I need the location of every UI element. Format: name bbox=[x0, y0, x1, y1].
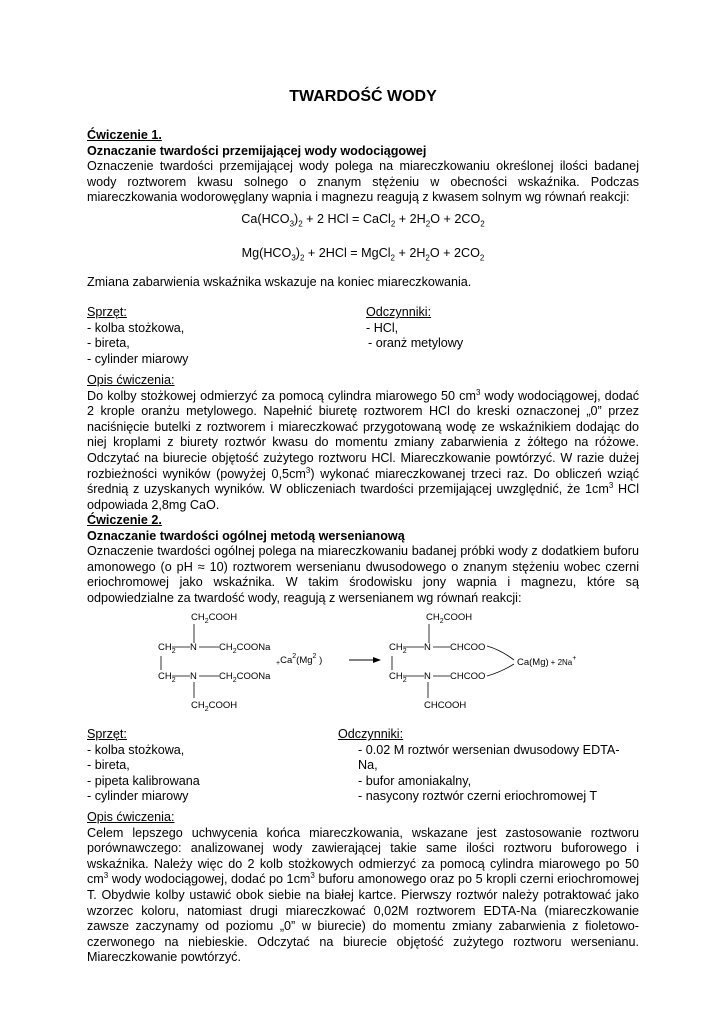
eq-sub: 2 bbox=[425, 219, 431, 229]
n-label: N bbox=[190, 671, 197, 682]
endpoint-note: Zmiana zabarwienia wskaźnika wskazuje na koniec miareczkowania. bbox=[87, 275, 472, 289]
product-label: Ca(Mg) + 2Na+ bbox=[517, 655, 577, 668]
exercise-1-section bbox=[87, 128, 639, 206]
n-label: N bbox=[424, 642, 431, 653]
equipment-item: - cylinder miarowy bbox=[87, 789, 189, 804]
exercise-2-procedure bbox=[87, 810, 639, 966]
procedure-part: ) wykonać miareczkowanej trzeci raz. Do obliczeń wziąć średnią z uzyskanych wyników. W obliczeniach twardości przemijającej uwzględnić, że 1cm bbox=[87, 466, 639, 497]
eq-sub: 2 bbox=[480, 219, 485, 229]
eq-sub: 2 bbox=[479, 253, 485, 263]
exercise-1-intro: Oznaczenie twardości przemijającej wody polega na miareczkowaniu określonej ilości badanej wody roztworem kwasu solnego o znanym stężeniu w obecności wskaźnika. Podczas miareczkowania wodorowęglany wapnia i magnezu reagują z kwasem solnym wg równań reakcji: bbox=[87, 159, 639, 205]
complex-structure bbox=[389, 612, 576, 711]
eq-sub: 2 bbox=[390, 219, 396, 229]
superscript: 3 bbox=[608, 480, 614, 490]
eq-text: ) bbox=[295, 246, 300, 260]
equation-1 bbox=[87, 212, 639, 228]
procedure-part: Celem lepszego uchwycenia końca miareczkowania, wskazane jest zastosowanie roztworu porównawczego: analizowanej wody zawierającej takie same ilości roztworu buforowego i wskaźnika. Należy więc do 2 kolb stożkowych odmierzyć za pomocą cylindra miarowego po 50 cm bbox=[87, 825, 639, 887]
equipment-item: - kolba stożkowa, bbox=[87, 742, 185, 757]
exercise-1-equipment bbox=[87, 305, 357, 367]
edta-structure bbox=[158, 612, 271, 713]
ch2coona-label: $CH_2COONa$ bbox=[219, 671, 271, 684]
eq-sub: 2 bbox=[298, 219, 303, 229]
exercise-1-heading: Ćwiczenie 1. bbox=[87, 128, 162, 142]
eq-text: ) bbox=[294, 212, 299, 226]
ch2coona-label: $CH_2COONa$ bbox=[219, 642, 271, 655]
ch2-label: $CH_2$ bbox=[389, 642, 407, 655]
equipment-item: - pipeta kalibrowana bbox=[87, 773, 200, 788]
chcoo-label: CHCOO bbox=[450, 671, 486, 682]
ch2-label: $CH_2$ bbox=[158, 642, 176, 655]
eq-sub: 2 bbox=[299, 253, 305, 263]
procedure-part: buforu amonowego oraz po 5 kropli czerni eriochromowej T. Obydwie kolby ustawić obok siebie na białej kartce. Pierwszy roztwór należy potraktować jako wzorzec koloru, natomiast drugi miareczkować 0,02M roztworem EDTA-Na (miareczkowanie zawsze zaczynamy od poziomu „0” w biurecie) do momentu zmiany zabarwienia z fioletowo-czerwonego na niebieskie. Odczytać na biurecie objętość zużytego roztworu wersenianu. Miareczkowanie powtórzyć. bbox=[87, 872, 639, 965]
reagent-item: - HCl, bbox=[366, 320, 399, 335]
reaction-arrow bbox=[349, 657, 381, 663]
exercise-1-subtitle: Oznaczanie twardości przemijającej wody wodociągowej bbox=[87, 143, 427, 158]
exercise-2-intro: Oznaczenie twardości ogólnej polega na miareczkowaniu badanej próbki wody z dodatkiem buforu amonowego (o pH ≈ 10) roztworem wersenianu dwusodowego o znanym stężeniu wobec czerni eriochromowej jako wskaźnika. W takim środowisku jony wapnia i magnezu, które są odpowiedzialne za twardość wody, reagują z wersenianem wg równań reakcji: bbox=[87, 544, 639, 605]
exercise-2-equipment bbox=[87, 727, 337, 805]
exercise-2-subtitle: Oznaczanie twardości ogólnej metodą wersenianową bbox=[87, 528, 405, 543]
page-title: TWARDOŚĆ WODY bbox=[289, 88, 437, 105]
equipment-item: - bireta, bbox=[87, 336, 130, 351]
procedure-label: Opis ćwiczenia: bbox=[87, 810, 175, 824]
eq-text: O + 2CO bbox=[430, 212, 481, 226]
equipment-item: - cylinder miarowy bbox=[87, 351, 189, 366]
procedure-part: wody wodociągowej, dodać po 1cm bbox=[108, 872, 311, 887]
reagent-item: - bufor amoniakalny, bbox=[358, 773, 472, 788]
superscript: 3 bbox=[310, 871, 315, 881]
ch2-label: $CH_2$ bbox=[389, 671, 407, 684]
eq-sub: 3 bbox=[291, 253, 296, 263]
superscript: 3 bbox=[103, 871, 109, 881]
equipment-label: Sprzęt: bbox=[87, 305, 127, 319]
eq-text: O + 2CO bbox=[429, 246, 480, 260]
equipment-item: - bireta, bbox=[87, 758, 130, 773]
eq-text: Ca(HCO bbox=[241, 212, 290, 226]
eq-sub: 2 bbox=[390, 253, 395, 263]
eq-text: Mg(HCO bbox=[241, 246, 292, 260]
reagent-item: - oranż metylowy bbox=[368, 336, 464, 351]
ch2cooh-bottom-label: $CH_2COOH$ bbox=[191, 700, 238, 713]
procedure-text bbox=[87, 389, 639, 514]
n-label: N bbox=[190, 642, 197, 653]
procedure-part: HCl odpowiada 2,8mg CaO. bbox=[87, 482, 639, 512]
ch2cooh-top-label: $CH_2COOH$ bbox=[191, 612, 238, 625]
eq-text: + 2H bbox=[394, 246, 426, 260]
exercise-2-section bbox=[87, 513, 639, 607]
eq-sub: 2 bbox=[425, 253, 430, 263]
ch2cooh-top-label: $CH_2COOH$ bbox=[426, 612, 473, 625]
reagent-item: - nasycony roztwór czerni eriochromowej T bbox=[358, 789, 598, 804]
eq-text: + 2 HCl = CaCl bbox=[302, 212, 391, 226]
exercise-2-heading: Ćwiczenie 2. bbox=[87, 513, 162, 527]
procedure-text bbox=[87, 826, 639, 966]
reagents-label: Odczynniki: bbox=[366, 305, 432, 319]
reagents-label: Odczynniki: bbox=[338, 727, 404, 741]
n-label: N bbox=[424, 671, 431, 682]
exercise-1-procedure bbox=[87, 373, 639, 513]
chcooh-bottom-label: CHCOOH bbox=[424, 700, 467, 711]
procedure-part: Do kolby stożkowej odmierzyć za pomocą cylindra miarowego 50 cm bbox=[87, 388, 476, 403]
eq-text: + 2HCl = MgCl bbox=[304, 246, 391, 260]
equipment-label: Sprzęt: bbox=[87, 727, 127, 741]
reagent-item: - 0.02 M roztwór wersenian dwusodowy EDTA-Na, bbox=[358, 742, 620, 773]
superscript: 3 bbox=[305, 465, 311, 475]
ch2-label: $CH_2$ bbox=[158, 671, 176, 684]
exercise-1-reagents bbox=[366, 305, 636, 352]
equation-2 bbox=[87, 246, 639, 262]
chcoo-label: CHCOO bbox=[450, 642, 486, 653]
eq-text: + 2H bbox=[395, 212, 426, 226]
metal-ions-label: $_+Ca^2(Mg^2$ ) bbox=[276, 653, 323, 667]
exercise-2-reagents bbox=[338, 727, 638, 805]
edta-reaction-diagram bbox=[87, 600, 639, 718]
eq-sub: 3 bbox=[289, 219, 295, 229]
equipment-item: - kolba stożkowa, bbox=[87, 320, 185, 335]
procedure-part: wody wodociągowej, dodać 2 krople oranżu metylowego. Napełnić biuretę roztworem HCl do kreski oznaczonej „0” przez naciśnięcie butelki z roztworem i miareczkować przygotowaną wodę ze wskaźnikiem dodając do niej kroplami z biurety roztwór kwasu do momentu zmiany zabarwienia z żółtego na różowe. Odczytać na biurecie objętość zużytego roztworu HCl. Miareczkowanie powtórzyć. W razie dużej rozbieżności wyników (powyżej 0,5cm bbox=[87, 388, 639, 481]
superscript: 3 bbox=[475, 387, 481, 397]
procedure-label: Opis ćwiczenia: bbox=[87, 373, 175, 387]
